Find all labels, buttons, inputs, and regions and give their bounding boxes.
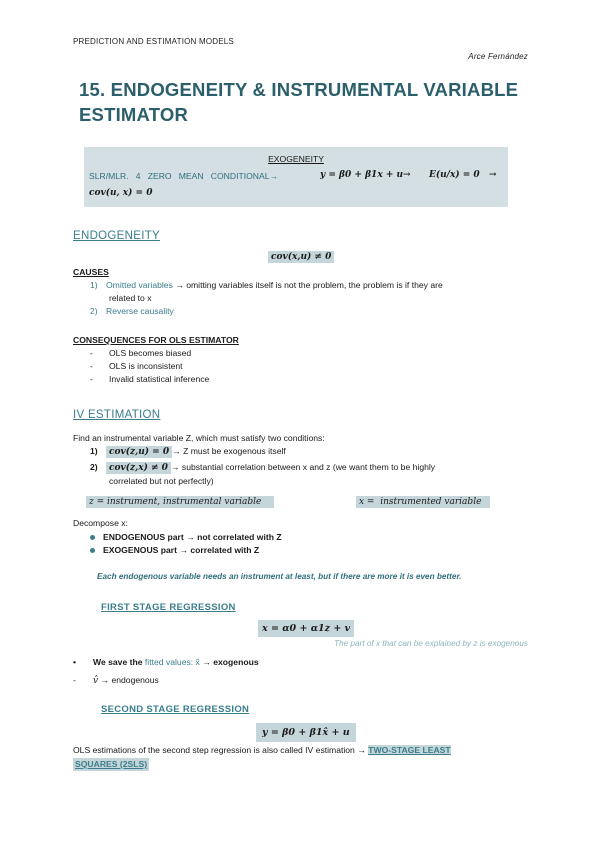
iv-condition-2: 2) cov(z,x) ≠ 0 → substantial correlation between x and z (we want them to be highly [90,462,436,473]
consequence-item: - OLS is inconsistent [90,361,183,371]
consequence-item: - OLS becomes biased [90,348,192,358]
causes-heading: CAUSES [73,267,109,277]
first-stage-list [73,656,259,688]
exogeneity-condition: E(u/x) = 0 → [429,170,497,180]
section-endogeneity: ENDOGENEITY [73,230,161,242]
definition-z: z = instrument, instrumental variable [86,496,274,508]
title-line-1: 15. ENDOGENEITY & INSTRUMENTAL VARIABLE [79,79,519,100]
second-stage-formula: y = β0 + β1x̂ + u [256,723,356,742]
iv-condition-2-cont: correlated but not perfectly) [109,476,214,486]
bullet-dot-icon [90,535,95,540]
exogeneity-model: y = β0 + β1x + u→ [320,170,411,180]
first-stage-note: The part of x that can be explained by z is exogenous [334,639,528,648]
exogeneity-lead: SLR/MLR. 4 ZERO MEAN CONDITIONAL→ [89,171,279,181]
title-line-2: ESTIMATOR [79,104,189,125]
decompose-label: Decompose x: [73,518,128,528]
instrument-note: Each endogenous variable needs an instrument at least, but if there are more it is even better. [97,572,462,581]
bullet-dot-icon [90,548,95,553]
cause-label: Reverse causality [106,306,174,316]
iv-condition-1: 1) cov(z,u) = 0 → Z must be exogenous itself [90,446,286,457]
second-stage-text: OLS estimations of the second step regression is also called IV estimation → TWO-STAGE LEAST [73,745,451,755]
consequences-list [90,347,209,386]
exogeneity-box [84,147,508,207]
condition-formula: cov(z,u) = 0 [106,446,172,458]
causes-list [90,279,530,318]
two-stage-highlight-cont: SQUARES (2SLS) [75,759,148,769]
first-stage-formula: x = α0 + α1z + v [258,620,354,637]
exogeneity-cov: cov(u, x) = 0 [89,188,153,198]
definition-x: x = instrumented variable [356,496,490,508]
iv-conditions [90,445,530,488]
decompose-item: EXOGENOUS part → correlated with Z [90,544,282,557]
first-stage-heading: FIRST STAGE REGRESSION [101,602,236,613]
decompose-item: ENDOGENOUS part → not correlated with Z [90,531,282,544]
decompose-list [90,531,282,557]
endogeneity-formula: cov(x,u) ≠ 0 [268,251,334,263]
two-stage-highlight: TWO-STAGE LEAST [368,745,451,755]
author-header: Arce Fernández [468,52,528,61]
iv-intro: Find an instrumental variable Z, which must satisfy two conditions: [73,433,325,443]
consequences-heading: CONSEQUENCES FOR OLS ESTIMATOR [73,335,239,345]
consequence-item: - Invalid statistical inference [90,374,210,384]
first-stage-item-1: • We save the fitted values: x̂ → exogenous [73,657,259,667]
cause-label: Omitted variables [106,280,173,290]
cause-item-1-cont: related to x [109,293,152,303]
page-title [79,77,518,127]
second-stage-heading: SECOND STAGE REGRESSION [101,704,250,715]
fitted-values-label: fitted values: x̂ [144,657,200,667]
cause-item-2: 2) Reverse causality [90,306,174,316]
first-stage-item-2: - v̂ → endogenous [73,675,159,686]
section-iv-estimation: IV ESTIMATION [73,409,161,421]
exogeneity-heading: EXOGENEITY [268,154,324,164]
cause-item-1: 1) Omitted variables → omitting variables itself is not the problem, the problem is if they are [90,280,443,290]
course-header: PREDICTION AND ESTIMATION MODELS [73,37,234,46]
condition-formula: cov(z,x) ≠ 0 [106,462,171,474]
